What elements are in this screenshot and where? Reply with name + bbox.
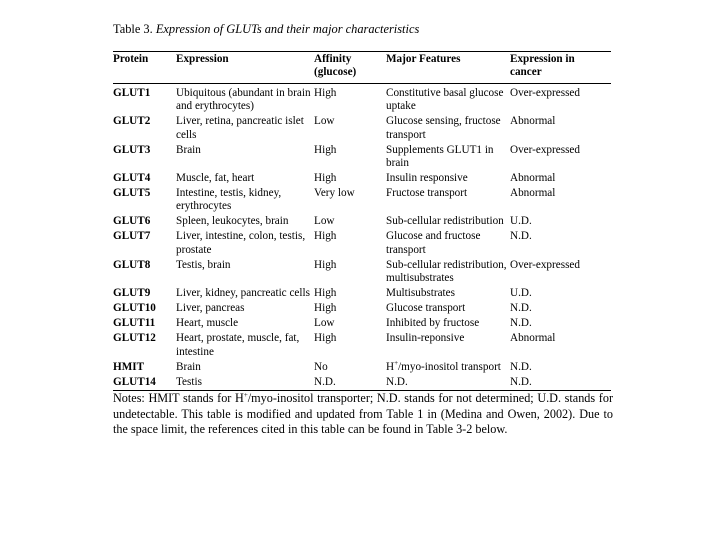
cancer-cell: N.D.	[510, 302, 532, 315]
cancer-cell: Abnormal	[510, 172, 556, 185]
glut-table	[113, 51, 611, 391]
protein-cell: GLUT12	[113, 332, 156, 345]
table-row	[113, 215, 611, 230]
header-affinity-line2: (glucose)	[314, 66, 357, 79]
affinity-cell: High	[314, 143, 337, 156]
features-cell: Multisubstrates	[386, 287, 455, 300]
expression-cell: Muscle, fat, heart	[176, 172, 255, 185]
table-row	[113, 115, 611, 143]
features-cell: Fructose transport	[386, 187, 468, 200]
cancer-cell: N.D.	[510, 317, 532, 330]
protein-cell: GLUT9	[113, 287, 151, 300]
affinity-cell: Low	[314, 115, 335, 128]
table-row	[113, 83, 611, 115]
table-row	[113, 332, 611, 360]
notes-superscript: +	[243, 391, 248, 400]
cancer-cell: N.D.	[510, 376, 611, 391]
expression-cell: Liver, pancreas	[176, 302, 245, 315]
table-row	[113, 302, 611, 317]
affinity-cell: High	[314, 86, 337, 99]
table-row	[113, 259, 611, 287]
affinity-cell: Very low	[314, 187, 355, 200]
affinity-cell: Low	[314, 215, 335, 228]
features-cell: Constitutive basal glucose uptake	[386, 86, 504, 113]
protein-cell: GLUT10	[113, 302, 156, 315]
notes-rest: /myo-inositol transporter; N.D. stands for not determined; U.D. stands for undetectable. This table is modified and updated from Table 1 in (Medina and Owen, 2002). Due to the space limit, the references cited in this table can be found in Table 3-2 below.	[113, 391, 614, 437]
expression-cell: Testis	[176, 376, 314, 391]
features-cell: Sub-cellular redistribution	[386, 215, 504, 228]
expression-cell: Testis, brain	[176, 258, 231, 271]
cancer-cell: Abnormal	[510, 187, 556, 200]
affinity-cell: High	[314, 258, 337, 271]
features-cell: Insulin responsive	[386, 172, 468, 185]
protein-cell: GLUT2	[113, 115, 151, 128]
header-affinity-line1: Affinity	[314, 53, 352, 65]
caption-title: Expression of GLUTs and their major characteristics	[155, 22, 420, 36]
header-cancer	[510, 52, 611, 84]
table-row	[113, 230, 611, 258]
header-cancer-line1: Expression in	[510, 53, 575, 65]
expression-cell: Spleen, leukocytes, brain	[176, 215, 289, 228]
cancer-cell: U.D.	[510, 215, 532, 228]
affinity-cell: Low	[314, 317, 335, 330]
header-protein: Protein	[113, 52, 176, 84]
expression-cell: Liver, retina, pancreatic islet cells	[176, 115, 304, 141]
cancer-cell: Over-expressed	[510, 86, 580, 99]
affinity-cell: High	[314, 302, 337, 315]
features-cell: Insulin-reponsive	[386, 332, 465, 345]
header-affinity	[314, 52, 386, 84]
affinity-cell: High	[314, 172, 337, 185]
header-cancer-line2: cancer	[510, 66, 542, 79]
expression-cell: Liver, intestine, colon, testis, prostate	[176, 230, 306, 256]
features-cell: Supplements GLUT1 in brain	[386, 143, 494, 170]
expression-cell: Intestine, testis, kidney, erythrocytes	[176, 187, 282, 213]
features-cell: Inhibited by fructose	[386, 317, 480, 330]
expression-cell: Brain	[176, 143, 201, 156]
table-row	[113, 172, 611, 187]
table-notes	[113, 391, 613, 438]
cancer-cell: N.D.	[510, 360, 532, 373]
expression-cell: Ubiquitous (abundant in brain and erythrocytes)	[176, 86, 311, 113]
features-superscript: +	[394, 358, 399, 367]
expression-cell: Brain	[176, 360, 201, 373]
header-features: Major Features	[386, 52, 510, 84]
affinity-cell: N.D.	[314, 376, 386, 391]
protein-cell: GLUT6	[113, 215, 151, 228]
table-row	[113, 187, 611, 215]
features-cell: Glucose transport	[386, 302, 466, 315]
table-caption	[113, 22, 611, 37]
caption-label: Table 3.	[113, 22, 153, 36]
features-cell: N.D.	[386, 376, 510, 391]
cancer-cell: Over-expressed	[510, 258, 580, 271]
document-page	[113, 22, 614, 438]
cancer-cell: Abnormal	[510, 332, 556, 345]
cancer-cell: Over-expressed	[510, 143, 580, 156]
features-cell	[386, 358, 510, 376]
cancer-cell: N.D.	[510, 230, 532, 243]
protein-cell: GLUT8	[113, 258, 151, 271]
features-cell: Glucose sensing, fructose transport	[386, 115, 501, 141]
expression-cell: Heart, prostate, muscle, fat, intestine	[176, 332, 300, 358]
protein-cell: GLUT4	[113, 172, 151, 185]
protein-cell: GLUT1	[113, 86, 151, 99]
protein-cell: GLUT11	[113, 317, 156, 330]
notes-prefix: Notes: HMIT stands for H	[113, 391, 244, 406]
table-row	[113, 376, 611, 391]
features-rest: /myo-inositol transport	[398, 360, 501, 373]
expression-cell: Heart, muscle	[176, 317, 239, 330]
cancer-cell: Abnormal	[510, 115, 556, 128]
table-row	[113, 361, 611, 376]
features-prefix: H	[386, 360, 395, 373]
header-expression: Expression	[176, 52, 314, 84]
affinity-cell: No	[314, 360, 328, 373]
table-row	[113, 317, 611, 332]
expression-cell: Liver, kidney, pancreatic cells	[176, 287, 310, 300]
affinity-cell: High	[314, 287, 337, 300]
affinity-cell: High	[314, 230, 337, 243]
table-header-row	[113, 52, 611, 84]
cancer-cell: U.D.	[510, 287, 532, 300]
table-row	[113, 144, 611, 172]
features-cell: Glucose and fructose transport	[386, 230, 481, 256]
table-row	[113, 287, 611, 302]
protein-cell: GLUT14	[113, 376, 176, 391]
protein-cell: GLUT7	[113, 230, 151, 243]
protein-cell: GLUT5	[113, 187, 151, 200]
protein-cell: GLUT3	[113, 143, 151, 156]
affinity-cell: High	[314, 332, 337, 345]
features-cell: Sub-cellular redistribution, multisubstrates	[386, 258, 507, 285]
protein-cell: HMIT	[113, 360, 145, 373]
